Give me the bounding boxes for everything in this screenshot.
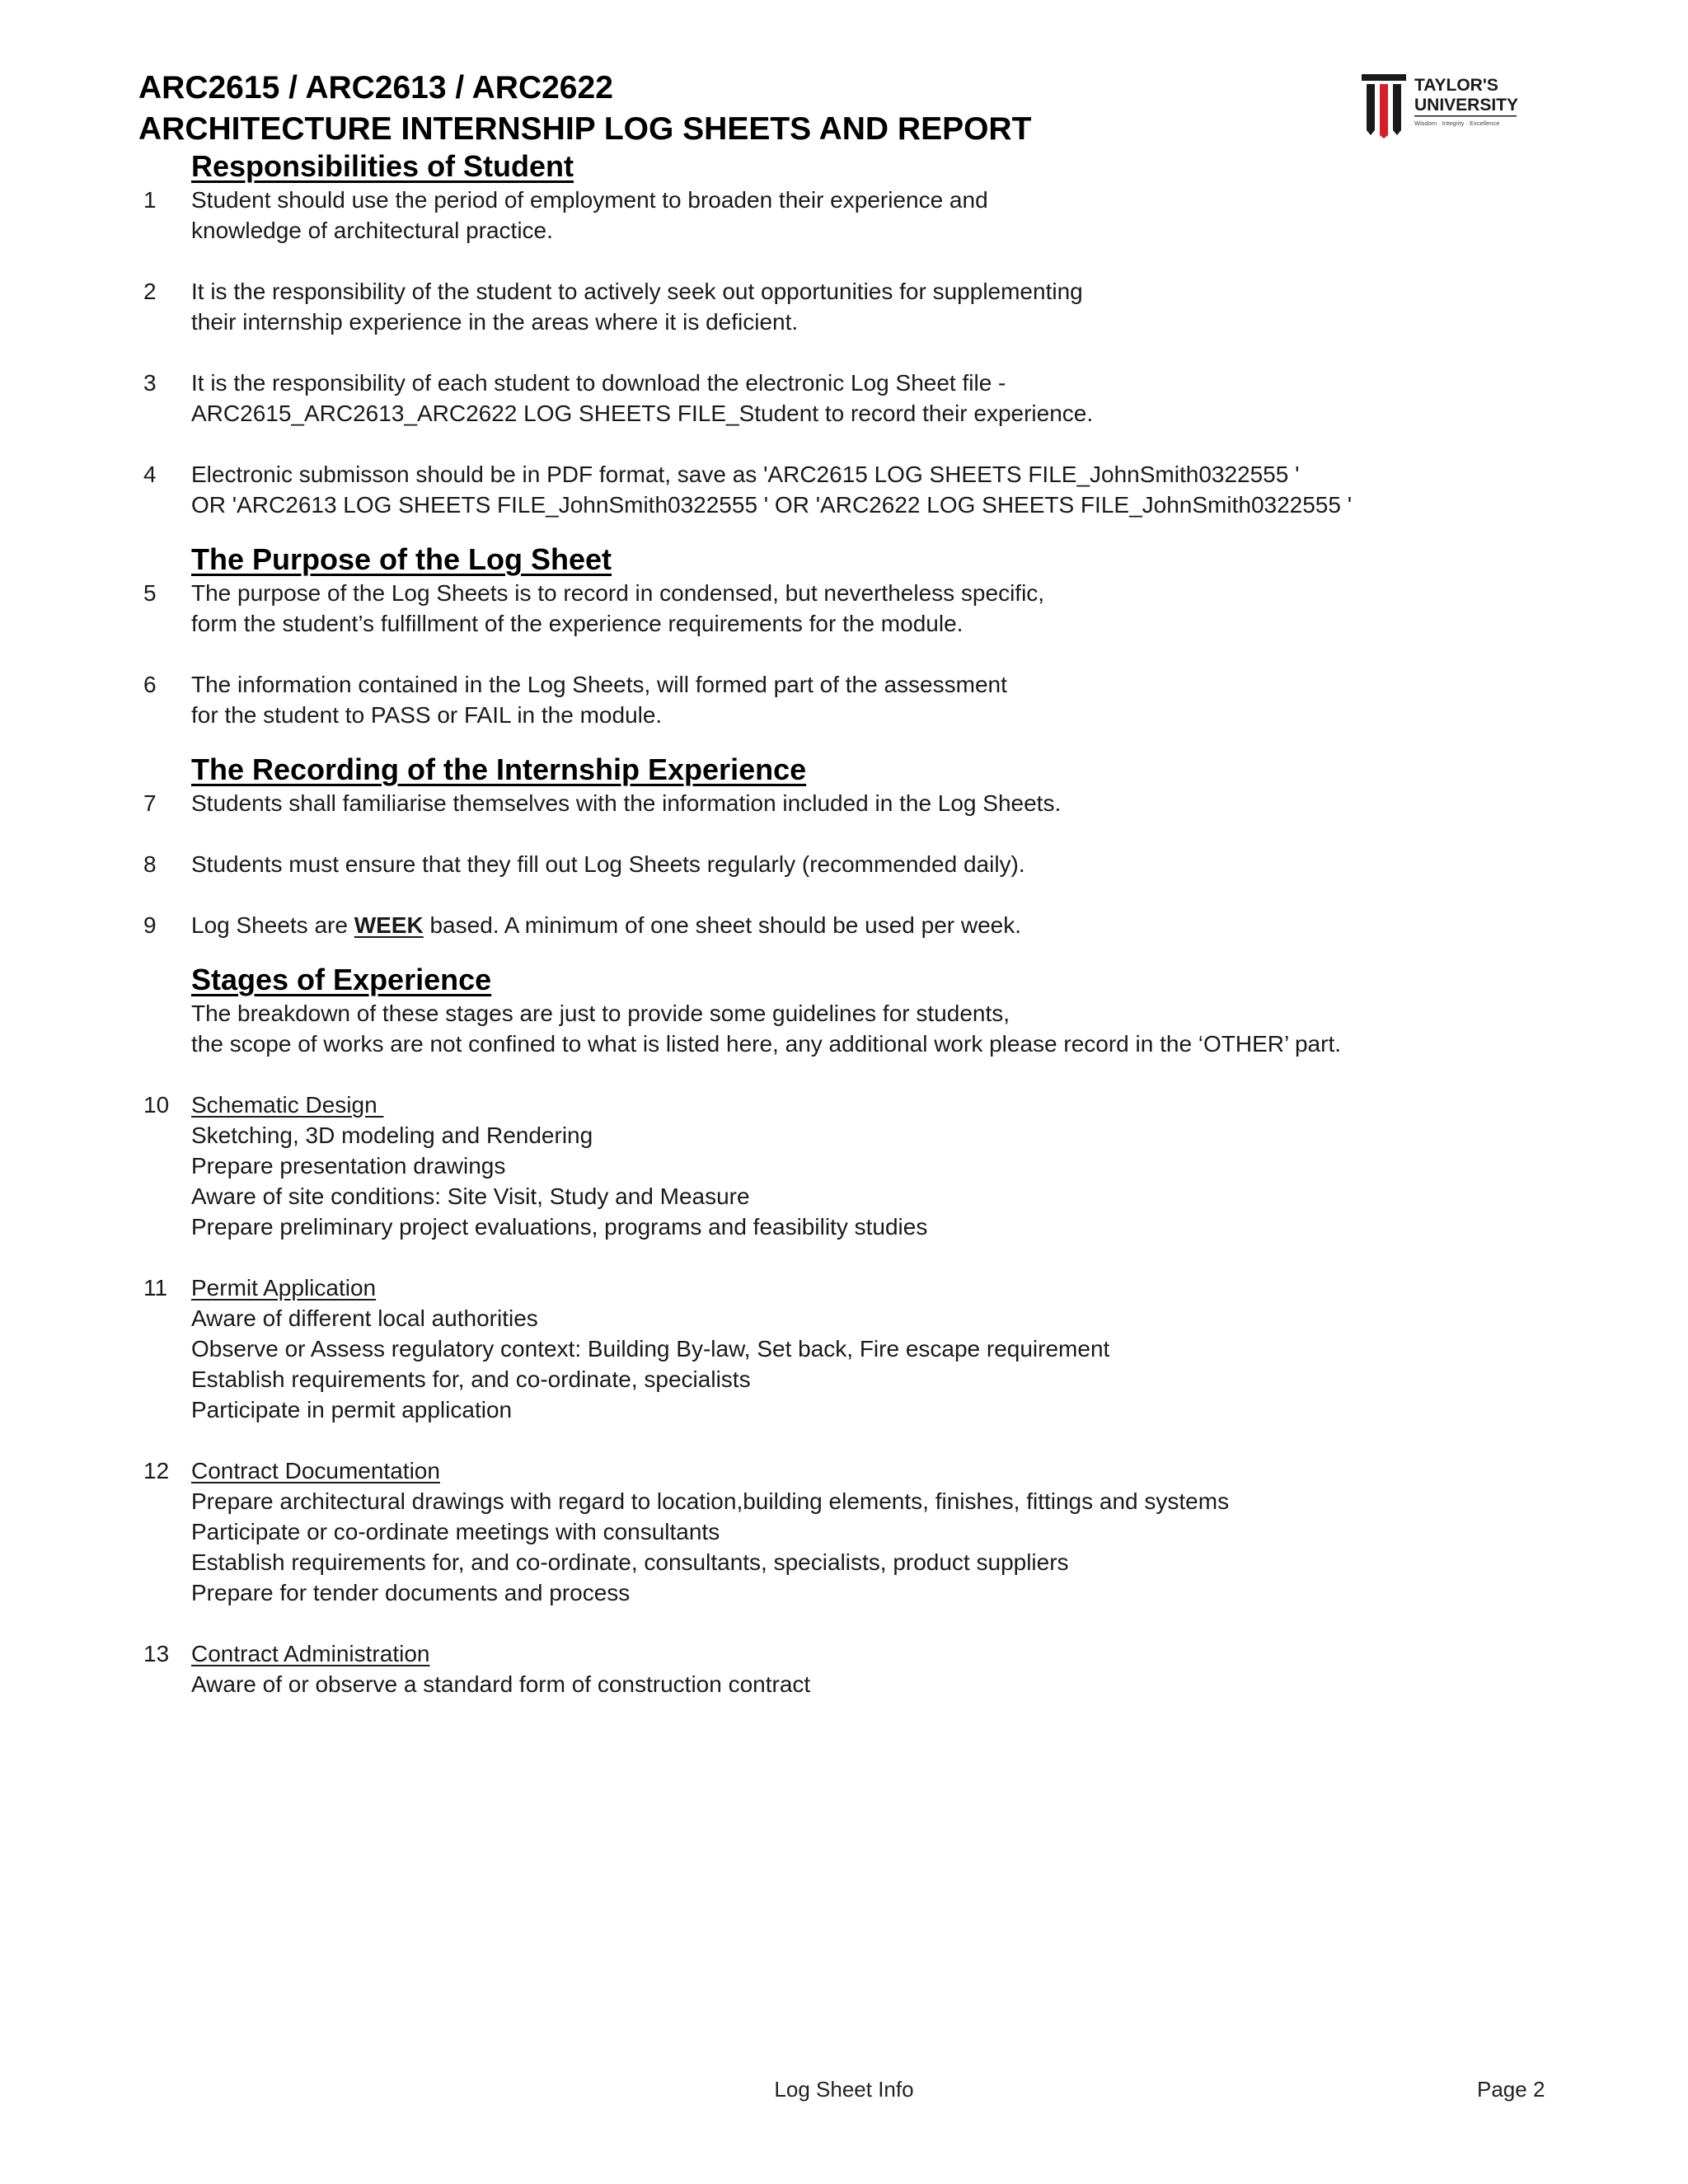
stage-item-contract-documentation [143, 1455, 1643, 1608]
item-line: Participate in permit application [191, 1397, 513, 1422]
item-line: Establish requirements for, and co-ordinate, consultants, specialists, product suppliers [191, 1549, 1069, 1575]
logo-tagline: Wisdom · Integrity · Excellence [1414, 120, 1500, 127]
item-line: Aware of different local authorities [191, 1305, 538, 1331]
footer-label: Log Sheet Info [774, 2077, 914, 2102]
section-title-recording: The Recording of the Internship Experience [191, 752, 807, 786]
item-line: ARC2615_ARC2613_ARC2622 LOG SHEETS FILE_Student to record their experience. [191, 401, 1094, 426]
item-line: Prepare architectural drawings with regard to location,building elements, finishes, fittings and systems [191, 1488, 1230, 1514]
item-line: Prepare preliminary project evaluations, programs and feasibility studies [191, 1214, 928, 1240]
item-line: Prepare for tender documents and process [191, 1580, 631, 1605]
item-line: Observe or Assess regulatory context: Building By-law, Set back, Fire escape requirement [191, 1336, 1110, 1361]
stages-intro [191, 998, 1643, 1059]
item-number: 2 [143, 279, 157, 304]
logo-name-line1: TAYLOR'S [1414, 76, 1498, 95]
item-line: form the student’s fulfillment of the experience requirements for the module. [191, 611, 964, 636]
list-item [143, 849, 1643, 879]
item-number: 8 [143, 851, 157, 877]
course-codes: ARC2615 / ARC2613 / ARC2622 [138, 70, 613, 105]
item-number: 5 [143, 580, 157, 606]
stage-heading: Permit Application [191, 1275, 377, 1301]
item-line: Establish requirements for, and co-ordinate, specialists [191, 1366, 751, 1392]
section-title-stages: Stages of Experience [191, 963, 492, 996]
item-line: The purpose of the Log Sheets is to record in condensed, but nevertheless specific, [191, 580, 1045, 606]
item-line: knowledge of architectural practice. [191, 218, 553, 243]
item-line: Sketching, 3D modeling and Rendering [191, 1122, 593, 1148]
item9-text-before: Log Sheets are [191, 912, 354, 938]
week-emphasis: WEEK [354, 912, 424, 938]
item-line: Students must ensure that they fill out Log Sheets regularly (recommended daily). [191, 851, 1025, 877]
item-number: 12 [143, 1458, 170, 1483]
page-number: Page 2 [1477, 2077, 1545, 2102]
item-line [191, 910, 1643, 940]
document-title: ARCHITECTURE INTERNSHIP LOG SHEETS AND REPORT [138, 111, 1032, 147]
item-number: 10 [143, 1092, 170, 1118]
item-line: Prepare presentation drawings [191, 1153, 506, 1179]
item9-text-after: based. A minimum of one sheet should be used per week. [423, 912, 1022, 938]
item-line: OR 'ARC2613 LOG SHEETS FILE_JohnSmith0322555 ' OR 'ARC2622 LOG SHEETS FILE_JohnSmith0322555 ' [191, 492, 1353, 518]
stage-item-contract-administration [143, 1638, 1643, 1699]
stage-heading: Contract Documentation [191, 1458, 440, 1483]
list-item [143, 368, 1643, 429]
item-line: their internship experience in the areas where it is deficient. [191, 309, 799, 335]
taylors-logo-icon [1358, 71, 1523, 140]
stage-item-permit-application [143, 1272, 1643, 1425]
item-number: 4 [143, 462, 157, 487]
list-item [143, 910, 1643, 940]
item-number: 13 [143, 1641, 170, 1666]
intro-line: The breakdown of these stages are just to provide some guidelines for students, [191, 1001, 1010, 1026]
item-line: for the student to PASS or FAIL in the module. [191, 702, 663, 728]
item-number: 6 [143, 672, 157, 697]
item-number: 1 [143, 187, 157, 213]
item-line: Students shall familiarise themselves with the information included in the Log Sheets. [191, 790, 1062, 816]
document-header [138, 68, 1031, 150]
list-item [143, 788, 1643, 818]
item-line: The information contained in the Log Sheets, will formed part of the assessment [191, 672, 1007, 697]
section-title-purpose: The Purpose of the Log Sheet [191, 542, 612, 576]
document-body [143, 148, 1643, 1699]
item-number: 3 [143, 370, 157, 396]
section-title-responsibilities: Responsibilities of Student [191, 149, 574, 183]
item-line: Participate or co-ordinate meetings with consultants [191, 1519, 720, 1544]
item-number: 9 [143, 912, 157, 938]
intro-line: the scope of works are not confined to what is listed here, any additional work please record in the ‘OTHER’ part. [191, 1031, 1342, 1057]
list-item [143, 185, 1643, 246]
item-line: It is the responsibility of the student to actively seek out opportunities for supplementing [191, 279, 1083, 304]
item-line: Student should use the period of employment to broaden their experience and [191, 187, 988, 213]
item-number: 7 [143, 790, 157, 816]
list-item [143, 276, 1643, 337]
list-item [143, 578, 1643, 639]
item-number: 11 [143, 1275, 168, 1301]
item-line: Electronic submisson should be in PDF format, save as 'ARC2615 LOG SHEETS FILE_JohnSmith0322555 ' [191, 462, 1300, 487]
stage-heading: Contract Administration [191, 1641, 430, 1666]
item-line: Aware of or observe a standard form of construction contract [191, 1671, 811, 1697]
university-logo [1358, 71, 1523, 140]
logo-name-line2: UNIVERSITY [1414, 96, 1519, 115]
stage-item-schematic-design [143, 1090, 1643, 1242]
item-line: It is the responsibility of each student to download the electronic Log Sheet file - [191, 370, 1006, 396]
list-item [143, 459, 1643, 520]
list-item [143, 669, 1643, 730]
stage-heading: Schematic Design [191, 1092, 384, 1118]
item-line: Aware of site conditions: Site Visit, Study and Measure [191, 1183, 750, 1209]
